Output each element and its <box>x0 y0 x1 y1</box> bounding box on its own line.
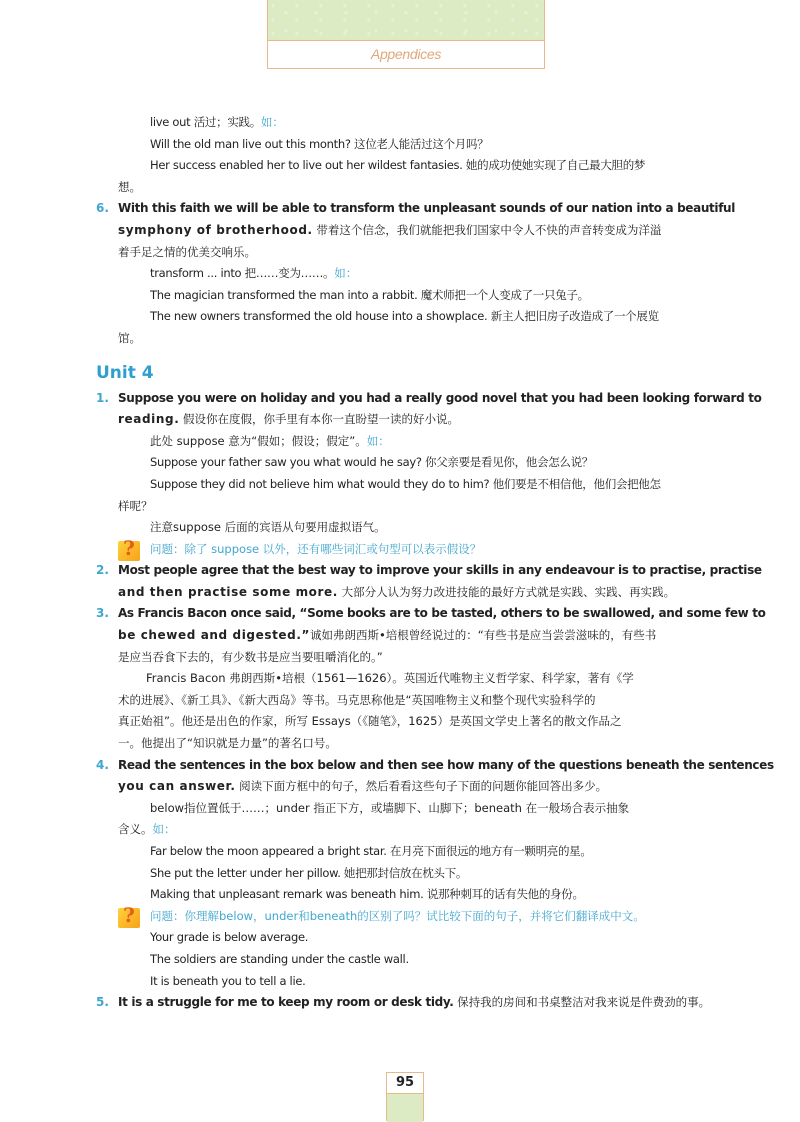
example-sentence: The new owners transformed the old house into a showplace. 新主人把旧房子改造成了一个展览 <box>150 309 659 324</box>
example-sentence: She put the letter under her pillow. 她把那封信放在枕头下。 <box>150 865 468 880</box>
practice-sentence: The soldiers are standing under the castle wall. <box>150 951 409 966</box>
source-sentence: As Francis Bacon once said, “Some books are to be tasted, others to be swallowed, and some few to <box>118 606 766 621</box>
section-label: Appendices <box>370 46 442 62</box>
translation: 诚如弗朗西斯•培根曾经说过的：“有些书是应当尝尝滋味的，有些书 <box>310 628 657 643</box>
page-number-box <box>386 1072 424 1121</box>
practice-sentence: Your grade is below average. <box>150 930 309 945</box>
item-number: 1. <box>96 390 109 405</box>
item-number: 3. <box>96 606 109 621</box>
translation: 假设你在度假，你手里有本你一直盼望一读的好小说。 <box>179 412 460 427</box>
source-sentence: Read the sentences in the box below and then see how many of the questions beneath the sentences <box>118 757 774 772</box>
source-sentence: Most people agree that the best way to improve your skills in any endeavour is to practise, practise <box>118 563 762 578</box>
translation: 大部分人认为努力改进技能的最好方式就是实践、实践、再实践。 <box>337 584 676 599</box>
header-decoration <box>268 0 544 41</box>
phrase-transform-into: transform ... into 把……变为……。如： <box>150 266 358 281</box>
practice-sentence: It is beneath you to tell a lie. <box>150 973 306 988</box>
example-sentence-wrap: 馆。 <box>118 330 141 345</box>
bio-note: 真正始祖”。他还是出色的作家，所写 Essays（《随笔》，1625）是英国文学史上著名的散文作品之 <box>118 714 622 729</box>
usage-note: 此处 suppose 意为“假如；假设；假定”。如： <box>150 433 390 448</box>
usage-note: below指位置低于……；under 指正下方，或墙脚下、山脚下；beneath 在一般场合表示抽象 <box>150 800 630 815</box>
item-number: 6. <box>96 201 109 216</box>
example-sentence: Will the old man live out this month? 这位老人能活过这个月吗？ <box>150 136 489 151</box>
question-prompt: ? 问题：你理解below，under和beneath的区别了吗？试比较下面的句子，并将它们翻译成中文。 <box>96 906 720 928</box>
note-item-3: 3. As Francis Bacon once said, “Some books are to be tasted, others to be swallowed, and some few to be chewed and digested.”诚如弗朗西斯•培根曾经说过的：“有些书是应当尝尝滋味的，有些书 是应当吞食下去的，有少数书是应当要咀嚼消化的。” <box>96 603 720 668</box>
bio-note: 术的进展》、《新工具》、《新大西岛》等书。马克思称他是“英国唯物主义和整个现代实验科学的 <box>118 692 596 707</box>
note-item-5 <box>96 992 720 1014</box>
note-item-6: 6. With this faith we will be able to transform the unpleasant sounds of our nation into a beautiful symphony of brotherhood. 带着这个信念，我们就能把我们国家中令人不快的声音转变成为洋溢 着手足之情的优美交响乐。 <box>96 198 720 263</box>
example-marker: 如： <box>334 266 358 281</box>
note-item-2: 2. Most people agree that the best way to improve your skills in any endeavour is to practise, practise and then practise some more. 大部分人认为努力改进技能的最好方式就是实践、实践、再实践。 <box>96 560 720 603</box>
grammar-note: 注意suppose 后面的宾语从句要用虚拟语气。 <box>150 520 386 535</box>
note-item-4: 4. Read the sentences in the box below and then see how many of the questions beneath the sentences you can answer. 阅读下面方框中的句子，然后看看这些句子下面的问题你能回答出多少。 <box>96 755 720 798</box>
page-content <box>96 112 774 1014</box>
translation: 带着这个信念，我们就能把我们国家中令人不快的声音转变成为洋溢 <box>312 222 662 237</box>
page-number: 95 <box>387 1073 423 1094</box>
bio-note: 一。他提出了“知识就是力量”的著名口号。 <box>118 736 337 751</box>
note-item-1: 1. Suppose you were on holiday and you had a really good novel that you had been looking forward to reading. 假设你在度假，你手里有本你一直盼望一读的好小说。 <box>96 388 720 431</box>
example-marker: 如： <box>152 822 176 837</box>
question-mark-icon: ? <box>118 541 140 561</box>
example-sentence: The magician transformed the man into a rabbit. 魔术师把一个人变成了一只兔子。 <box>150 287 589 302</box>
example-sentence-wrap: 样呢？ <box>118 498 153 513</box>
question-prompt: ? 问题：除了 suppose 以外，还有哪些词汇或句型可以表示假设？ <box>96 539 720 561</box>
example-sentence-wrap: 想。 <box>118 179 141 194</box>
question-mark-icon: ? <box>118 908 140 928</box>
item-number: 5. <box>96 995 109 1010</box>
example-sentence: Suppose your father saw you what would he say? 你父亲要是看见你，他会怎么说？ <box>150 455 594 470</box>
example-sentence: Making that unpleasant remark was beneath him. 说那种刺耳的话有失他的身份。 <box>150 887 584 902</box>
example-sentence: Her success enabled her to live out her wildest fantasies. 她的成功使她实现了自己最大胆的梦 <box>150 158 646 173</box>
example-sentence: Far below the moon appeared a bright star. 在月亮下面很远的地方有一颗明亮的星。 <box>150 844 592 858</box>
example-marker: 如： <box>260 115 284 129</box>
example-marker: 如： <box>366 433 390 448</box>
bio-note: Francis Bacon 弗朗西斯•培根（1561—1626）。英国近代唯物主义哲学家、科学家，著有《学 <box>146 671 634 686</box>
example-sentence: Suppose they did not believe him what would they do to him? 他们要是不相信他，他们会把他怎 <box>150 476 661 491</box>
unit-heading: Unit 4 <box>96 362 154 383</box>
phrase-live-out: live out 活过；实践。如： <box>150 115 284 129</box>
source-sentence: It is a struggle for me to keep my room or desk tidy. <box>118 995 454 1010</box>
page-number-decoration <box>387 1094 423 1122</box>
source-sentence: Suppose you were on holiday and you had a really good novel that you had been looking forward to <box>118 390 762 405</box>
section-header <box>267 0 545 69</box>
translation: 保持我的房间和书桌整洁对我来说是件费劲的事。 <box>453 995 711 1010</box>
item-number: 4. <box>96 757 109 772</box>
usage-note-wrap: 含义。如： <box>118 822 176 837</box>
translation: 阅读下面方框中的句子，然后看看这些句子下面的问题你能回答出多少。 <box>235 779 608 794</box>
source-sentence: With this faith we will be able to transform the unpleasant sounds of our nation into a beautiful <box>118 201 736 216</box>
item-number: 2. <box>96 563 109 578</box>
